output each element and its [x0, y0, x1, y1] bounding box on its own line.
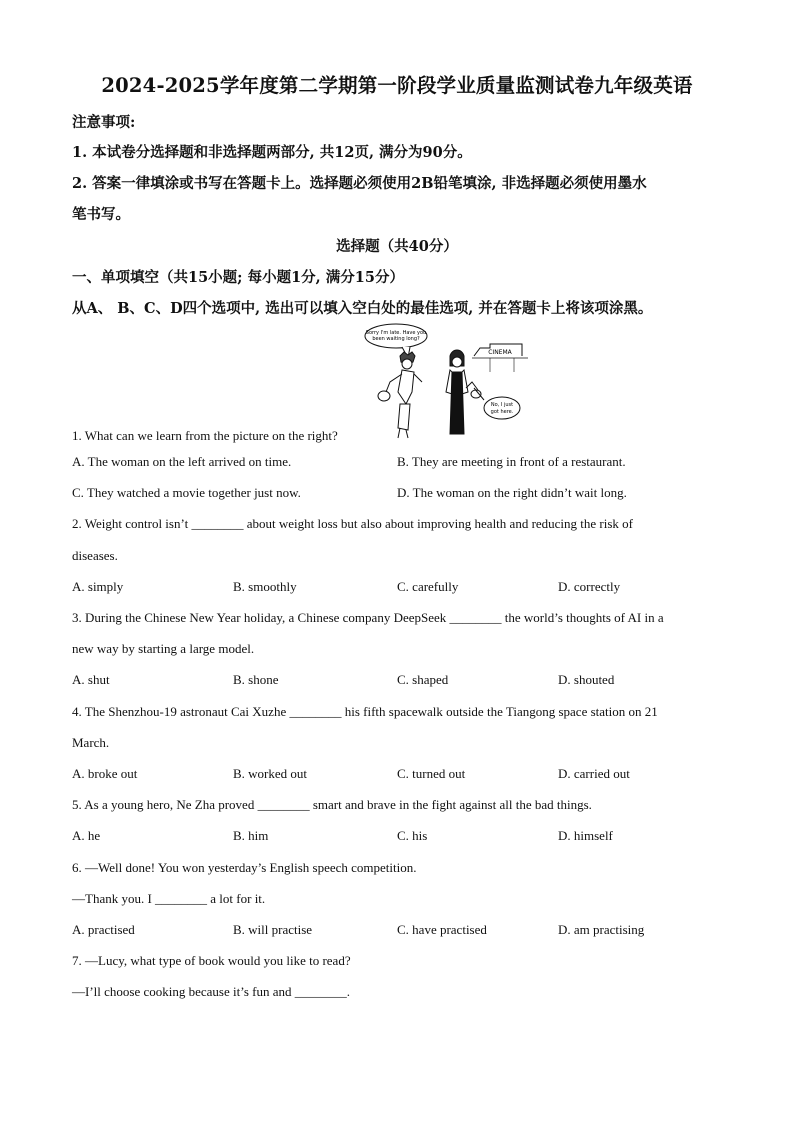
question-4-option-a[interactable]: A. broke out	[72, 766, 138, 781]
notice-heading: 注意事项:	[72, 114, 136, 131]
question-6-option-a[interactable]: A. practised	[72, 922, 135, 937]
question-5-stem: 5. As a young hero, Ne Zha proved ________ smart and brave in the fight against all the bad things.	[72, 797, 592, 812]
woman-left-figure	[378, 352, 422, 438]
svg-text:Sorry I'm late. Have you: Sorry I'm late. Have you	[365, 330, 427, 336]
question-5-option-a[interactable]: A. he	[72, 828, 101, 843]
svg-text:been waiting long?: been waiting long?	[372, 336, 420, 342]
question-1-option-d[interactable]: D. The woman on the right didn’t wait long.	[397, 485, 627, 500]
speech-bubble-left	[365, 324, 427, 358]
question-2-option-b[interactable]: B. smoothly	[233, 579, 297, 594]
notice-item-2: 2. 答案一律填涂或书写在答题卡上。选择题必须使用2B铅笔填涂, 非选择题必须使用墨水	[72, 175, 647, 192]
question-6-stem: 6. —Well done! You won yesterday’s English speech competition.	[72, 860, 417, 875]
question-5-option-d[interactable]: D. himself	[558, 828, 613, 843]
question-3-stem-continued: new way by starting a large model.	[72, 641, 255, 656]
question-4-stem: 4. The Shenzhou-19 astronaut Cai Xuzhe ________ his fifth spacewalk outside the Tiangong space station on 21	[72, 704, 658, 719]
question-2-option-c[interactable]: C. carefully	[397, 579, 459, 594]
question-3-option-c[interactable]: C. shaped	[397, 672, 449, 687]
question-4-option-d[interactable]: D. carried out	[558, 766, 630, 781]
question-3-option-a[interactable]: A. shut	[72, 672, 110, 687]
question-6-option-c[interactable]: C. have practised	[397, 922, 487, 937]
question-4-option-c[interactable]: C. turned out	[397, 766, 466, 781]
question-6-stem-continued: —Thank you. I ________ a lot for it.	[72, 891, 266, 906]
section-title: 选择题（共40分）	[336, 238, 458, 255]
question-1-stem: 1. What can we learn from the picture on the right?	[72, 428, 338, 443]
question-5-option-b[interactable]: B. him	[233, 828, 269, 843]
svg-text:No, I just: No, I just	[490, 402, 514, 408]
cinema-building	[472, 344, 528, 372]
question-2-option-a[interactable]: A. simply	[72, 579, 124, 594]
woman-right-figure	[446, 350, 481, 434]
question-3-option-d[interactable]: D. shouted	[558, 672, 615, 687]
question-4-stem-continued: March.	[72, 735, 110, 750]
svg-text:got here.: got here.	[490, 409, 514, 415]
question-1-option-b[interactable]: B. They are meeting in front of a restaurant.	[397, 454, 626, 469]
question-6-option-d[interactable]: D. am practising	[558, 922, 645, 937]
part-instruction: 从A、 B、C、D四个选项中, 选出可以填入空白处的最佳选项, 并在答题卡上将该项涂黑。	[72, 300, 653, 317]
question-6-option-b[interactable]: B. will practise	[233, 922, 313, 937]
question-5-option-c[interactable]: C. his	[397, 828, 428, 843]
question-7-stem: 7. —Lucy, what type of book would you like to read?	[72, 953, 351, 968]
question-1-option-c[interactable]: C. They watched a movie together just now.	[72, 485, 301, 500]
exam-title: 2024-2025学年度第二学期第一阶段学业质量监测试卷九年级英语	[101, 74, 693, 97]
question-7-stem-continued: —I’ll choose cooking because it’s fun and ________.	[72, 984, 350, 999]
question-2-option-d[interactable]: D. correctly	[558, 579, 621, 594]
notice-item-1: 1. 本试卷分选择题和非选择题两部分, 共12页, 满分为90分。	[72, 144, 472, 161]
question-2-stem-continued: diseases.	[72, 548, 118, 563]
question-2-stem: 2. Weight control isn’t ________ about weight loss but also about improving health and reducing the risk of	[72, 516, 634, 531]
question-3-option-b[interactable]: B. shone	[233, 672, 279, 687]
question-4-option-b[interactable]: B. worked out	[233, 766, 308, 781]
question-3-stem: 3. During the Chinese New Year holiday, a Chinese company DeepSeek ________ the world’s thoughts of AI in a	[72, 610, 664, 625]
cinema-meeting-illustration	[362, 322, 538, 440]
part-title: 一、单项填空（共15小题; 每小题1分, 满分15分）	[72, 269, 404, 286]
cinema-sign: CINEMA	[488, 349, 512, 356]
question-1-option-a[interactable]: A. The woman on the left arrived on time.	[72, 454, 292, 469]
notice-item-2-continued: 笔书写。	[72, 206, 130, 223]
